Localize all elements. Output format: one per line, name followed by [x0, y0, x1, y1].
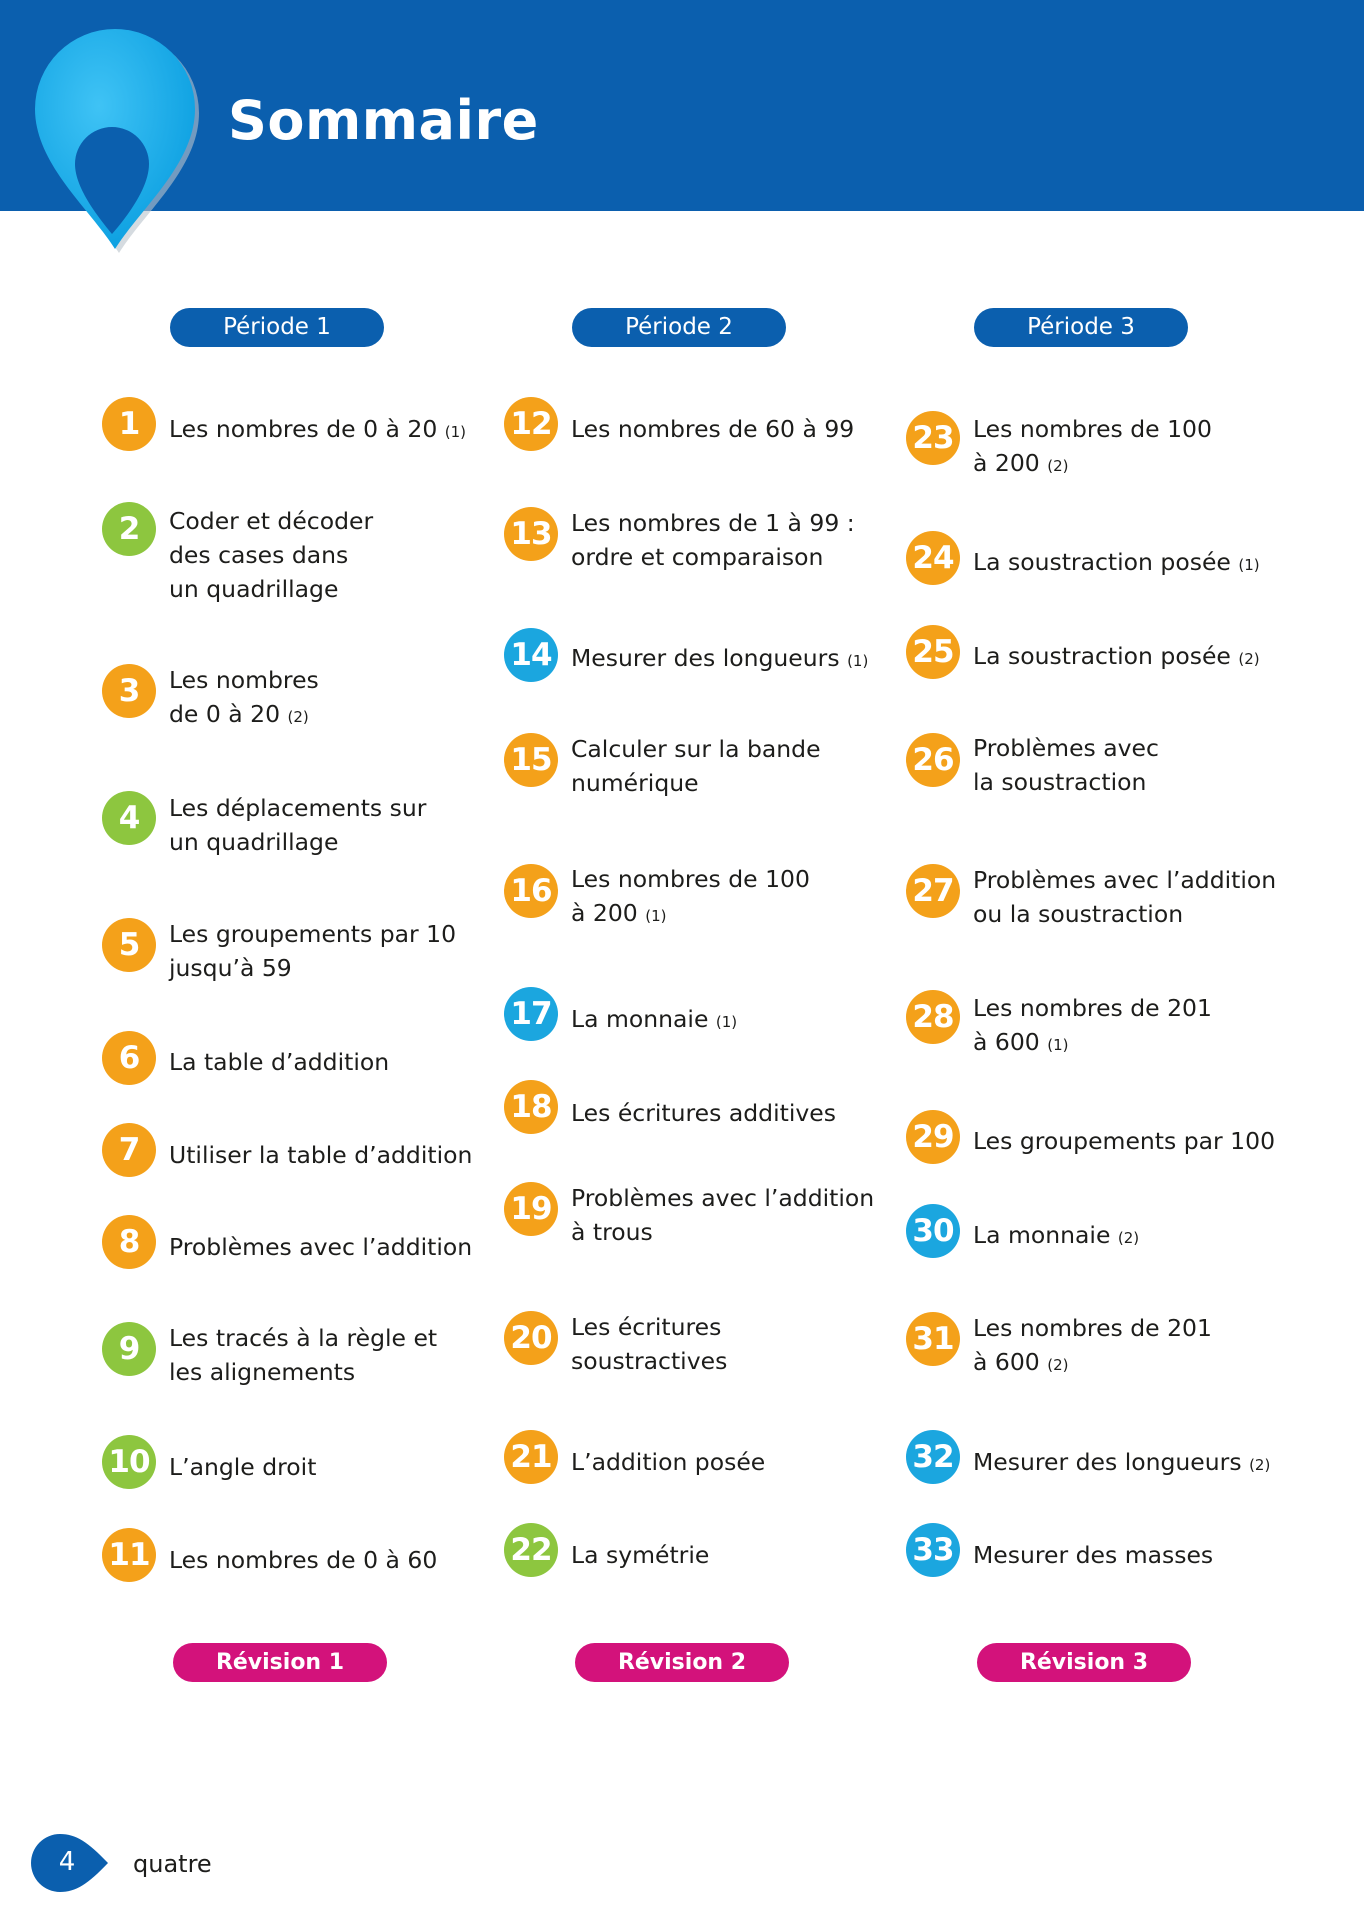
lesson-title	[973, 412, 1273, 483]
lesson-number-badge: 29	[906, 1110, 960, 1164]
revision-2-label[interactable]: Révision 2	[575, 1643, 789, 1682]
lesson-title-line	[571, 732, 871, 766]
lesson-title-line	[571, 766, 871, 800]
lesson-title-text: la soustraction	[973, 768, 1147, 796]
lesson-number-badge: 25	[906, 625, 960, 679]
lesson-title-line	[169, 1355, 469, 1389]
lesson-part-note: (2)	[1249, 1456, 1271, 1474]
lesson-title-line	[973, 412, 1273, 446]
lesson-part-note: (2)	[1117, 1229, 1140, 1247]
lesson-title	[973, 1538, 1273, 1572]
header-band	[0, 0, 1364, 211]
lesson-title-line	[973, 1445, 1273, 1482]
lesson-title	[973, 1311, 1273, 1382]
lesson-title-text: Les nombres de 60 à 99	[571, 415, 855, 443]
lesson-title	[571, 1538, 871, 1572]
lesson-title-text: La monnaie	[571, 1005, 709, 1033]
lesson-title-line	[973, 545, 1273, 582]
lesson-title-text: à trous	[571, 1218, 653, 1246]
lesson-title	[169, 1543, 469, 1577]
lesson-number-badge: 1	[102, 397, 156, 451]
lesson-number-badge: 20	[504, 1311, 558, 1365]
lesson-title-line	[169, 951, 469, 985]
lesson-title-line	[169, 1045, 469, 1079]
lesson-title	[169, 1230, 473, 1264]
lesson-title	[169, 1450, 469, 1484]
lesson-title	[169, 1045, 469, 1079]
lesson-number-badge: 32	[906, 1430, 960, 1484]
lesson-title-text: un quadrillage	[169, 575, 339, 603]
page-number: 4	[58, 1847, 76, 1877]
lesson-title-text: Mesurer des longueurs	[571, 644, 840, 672]
lesson-part-note: (1)	[444, 423, 467, 441]
lesson-title	[571, 1002, 871, 1039]
lesson-title-text: les alignements	[169, 1358, 356, 1386]
lesson-title	[169, 917, 469, 985]
lesson-title-text: Problèmes avec l’addition	[169, 1233, 473, 1261]
lesson-part-note: (1)	[847, 652, 869, 670]
lesson-title-text: La monnaie	[973, 1221, 1111, 1249]
lesson-title-text: numérique	[571, 769, 699, 797]
lesson-title-line	[973, 1345, 1273, 1382]
lesson-title	[571, 732, 871, 800]
lesson-title-line	[571, 1215, 871, 1249]
lesson-part-note: (2)	[1238, 650, 1260, 668]
lesson-title-line	[169, 538, 469, 572]
lesson-number-badge: 5	[102, 918, 156, 972]
lesson-title	[571, 1181, 875, 1249]
period-2-heading: Période 2	[572, 308, 786, 347]
lesson-title-line	[169, 1321, 469, 1355]
lesson-number-badge: 33	[906, 1523, 960, 1577]
lesson-title-line	[973, 765, 1273, 799]
lesson-title-text: Les tracés à la règle et	[169, 1324, 438, 1352]
lesson-title	[169, 1321, 469, 1389]
lesson-number-badge: 12	[504, 397, 558, 451]
lesson-number-badge: 22	[504, 1523, 558, 1577]
lesson-number-badge: 28	[906, 990, 960, 1044]
lesson-title-line	[571, 1310, 871, 1344]
lesson-title	[571, 862, 871, 933]
lesson-title-line	[973, 1311, 1273, 1345]
lesson-number-badge: 31	[906, 1312, 960, 1366]
lesson-title-text: ordre et comparaison	[571, 543, 824, 571]
lesson-title-line	[169, 825, 469, 859]
location-pin-icon	[30, 24, 200, 254]
lesson-title-line	[169, 917, 469, 951]
lesson-title-text: Les nombres de 201	[973, 1314, 1212, 1342]
lesson-title	[169, 412, 469, 449]
lesson-title-text: Mesurer des masses	[973, 1541, 1214, 1569]
lesson-number-badge: 16	[504, 864, 558, 918]
lesson-title-line	[169, 504, 469, 538]
lesson-number-badge: 21	[504, 1430, 558, 1484]
lesson-number-badge: 18	[504, 1080, 558, 1134]
lesson-number-badge: 8	[102, 1215, 156, 1269]
lesson-title-line	[973, 731, 1273, 765]
lesson-title-text: Utiliser la table d’addition	[169, 1141, 473, 1169]
lesson-number-badge: 17	[504, 987, 558, 1041]
lesson-title-line	[571, 896, 871, 933]
lesson-title-text: à 600	[973, 1348, 1040, 1376]
lesson-part-note: (2)	[1047, 457, 1069, 475]
lesson-title-text: Les écritures additives	[571, 1099, 836, 1127]
lesson-number-badge: 15	[504, 733, 558, 787]
lesson-title-line	[169, 1138, 473, 1172]
lesson-title	[571, 1096, 871, 1130]
page-number-word: quatre	[133, 1850, 212, 1878]
lesson-title-line	[571, 412, 871, 446]
lesson-title	[973, 863, 1277, 931]
lesson-title-line	[973, 863, 1277, 897]
lesson-title-text: ou la soustraction	[973, 900, 1184, 928]
revision-1-label[interactable]: Révision 1	[173, 1643, 387, 1682]
lesson-title-line	[571, 1538, 871, 1572]
lesson-title	[571, 1310, 871, 1378]
lesson-title-line	[169, 1450, 469, 1484]
lesson-title-line	[973, 1124, 1276, 1158]
lesson-number-badge: 13	[504, 507, 558, 561]
lesson-title-text: Problèmes avec	[973, 734, 1159, 762]
lesson-title-text: La soustraction posée	[973, 642, 1231, 670]
lesson-part-note: (1)	[1238, 556, 1260, 574]
lesson-number-badge: 9	[102, 1322, 156, 1376]
lesson-title	[973, 991, 1273, 1062]
lesson-number-badge: 6	[102, 1031, 156, 1085]
lesson-title	[571, 506, 871, 574]
lesson-title-text: un quadrillage	[169, 828, 339, 856]
lesson-title-text: Les nombres de 201	[973, 994, 1212, 1022]
lesson-part-note: (2)	[1047, 1356, 1069, 1374]
lesson-number-badge: 10	[102, 1435, 156, 1489]
lesson-title-text: de 0 à 20	[169, 700, 281, 728]
lesson-title-line	[571, 1181, 875, 1215]
lesson-number-badge: 24	[906, 531, 960, 585]
page-title: Sommaire	[228, 89, 539, 152]
lesson-number-badge: 26	[906, 733, 960, 787]
lesson-title-text: Les écritures	[571, 1313, 722, 1341]
lesson-title-line	[169, 791, 469, 825]
lesson-title-line	[973, 639, 1273, 676]
lesson-title-text: Les nombres de 0 à 60	[169, 1546, 438, 1574]
lesson-title-text: La soustraction posée	[973, 548, 1231, 576]
lesson-title-line	[169, 412, 469, 449]
lesson-title-line	[973, 446, 1273, 483]
lesson-title-text: Les nombres de 0 à 20	[169, 415, 438, 443]
lesson-part-note: (1)	[645, 907, 667, 925]
lesson-title-line	[571, 641, 871, 678]
lesson-title-text: soustractives	[571, 1347, 728, 1375]
period-3-heading: Période 3	[974, 308, 1188, 347]
period-1-heading: Période 1	[170, 308, 384, 347]
lesson-title-line	[169, 572, 469, 606]
lesson-title-line	[571, 862, 871, 896]
lesson-title-line	[169, 663, 469, 697]
lesson-title-text: L’addition posée	[571, 1448, 766, 1476]
lesson-title-line	[571, 1096, 871, 1130]
lesson-title-text: La table d’addition	[169, 1048, 390, 1076]
lesson-part-note: (1)	[1047, 1036, 1069, 1054]
lesson-title	[571, 641, 871, 678]
lesson-title	[973, 639, 1273, 676]
lesson-title-text: à 600	[973, 1028, 1040, 1056]
lesson-title-text: Les nombres de 100	[571, 865, 810, 893]
lesson-number-badge: 3	[102, 664, 156, 718]
lesson-title-line	[571, 1445, 871, 1479]
lesson-number-badge: 30	[906, 1204, 960, 1258]
lesson-title-text: Les groupements par 100	[973, 1127, 1276, 1155]
lesson-title-line	[973, 1025, 1273, 1062]
lesson-title-text: Coder et décoder	[169, 507, 374, 535]
lesson-number-badge: 4	[102, 791, 156, 845]
lesson-title-text: L’angle droit	[169, 1453, 317, 1481]
lesson-title	[169, 663, 469, 734]
lesson-title-text: jusqu’à 59	[169, 954, 292, 982]
lesson-title	[571, 1445, 871, 1479]
lesson-title	[169, 1138, 473, 1172]
lesson-title-text: Problèmes avec l’addition	[973, 866, 1277, 894]
lesson-title-text: Les groupements par 10	[169, 920, 457, 948]
lesson-title-line	[169, 1543, 469, 1577]
lesson-title	[973, 1218, 1273, 1255]
lesson-title-line	[973, 1218, 1273, 1255]
lesson-title-text: La symétrie	[571, 1541, 710, 1569]
lesson-title-text: Les nombres	[169, 666, 319, 694]
lesson-title-line	[973, 991, 1273, 1025]
lesson-title-line	[571, 540, 871, 574]
lesson-number-badge: 19	[504, 1182, 558, 1236]
lesson-title-text: Problèmes avec l’addition	[571, 1184, 875, 1212]
lesson-title	[973, 1445, 1273, 1482]
lesson-title	[169, 791, 469, 859]
lesson-title-line	[169, 697, 469, 734]
lesson-title-text: à 200	[973, 449, 1040, 477]
lesson-title	[973, 545, 1273, 582]
lesson-title-line	[169, 1230, 473, 1264]
lesson-title-line	[571, 1344, 871, 1378]
lesson-number-badge: 2	[102, 502, 156, 556]
lesson-part-note: (1)	[715, 1013, 738, 1031]
lesson-title-line	[571, 1002, 871, 1039]
lesson-part-note: (2)	[287, 708, 309, 726]
revision-3-label[interactable]: Révision 3	[977, 1643, 1191, 1682]
lesson-title-text: Mesurer des longueurs	[973, 1448, 1242, 1476]
lesson-title-text: Les nombres de 100	[973, 415, 1212, 443]
lesson-number-badge: 11	[102, 1528, 156, 1582]
lesson-title-line	[973, 897, 1273, 931]
lesson-title-line	[973, 1538, 1273, 1572]
lesson-number-badge: 14	[504, 628, 558, 682]
lesson-title	[973, 1124, 1276, 1158]
lesson-title-text: Calculer sur la bande	[571, 735, 821, 763]
lesson-number-badge: 27	[906, 864, 960, 918]
lesson-title-text: Les déplacements sur	[169, 794, 427, 822]
lesson-title-text: Les nombres de 1 à 99 :	[571, 509, 855, 537]
lesson-title-text: à 200	[571, 899, 638, 927]
lesson-title	[571, 412, 871, 446]
lesson-title	[169, 504, 469, 606]
lesson-title	[973, 731, 1273, 799]
lesson-title-line	[571, 506, 871, 540]
lesson-title-text: des cases dans	[169, 541, 349, 569]
lesson-number-badge: 7	[102, 1123, 156, 1177]
lesson-number-badge: 23	[906, 411, 960, 465]
